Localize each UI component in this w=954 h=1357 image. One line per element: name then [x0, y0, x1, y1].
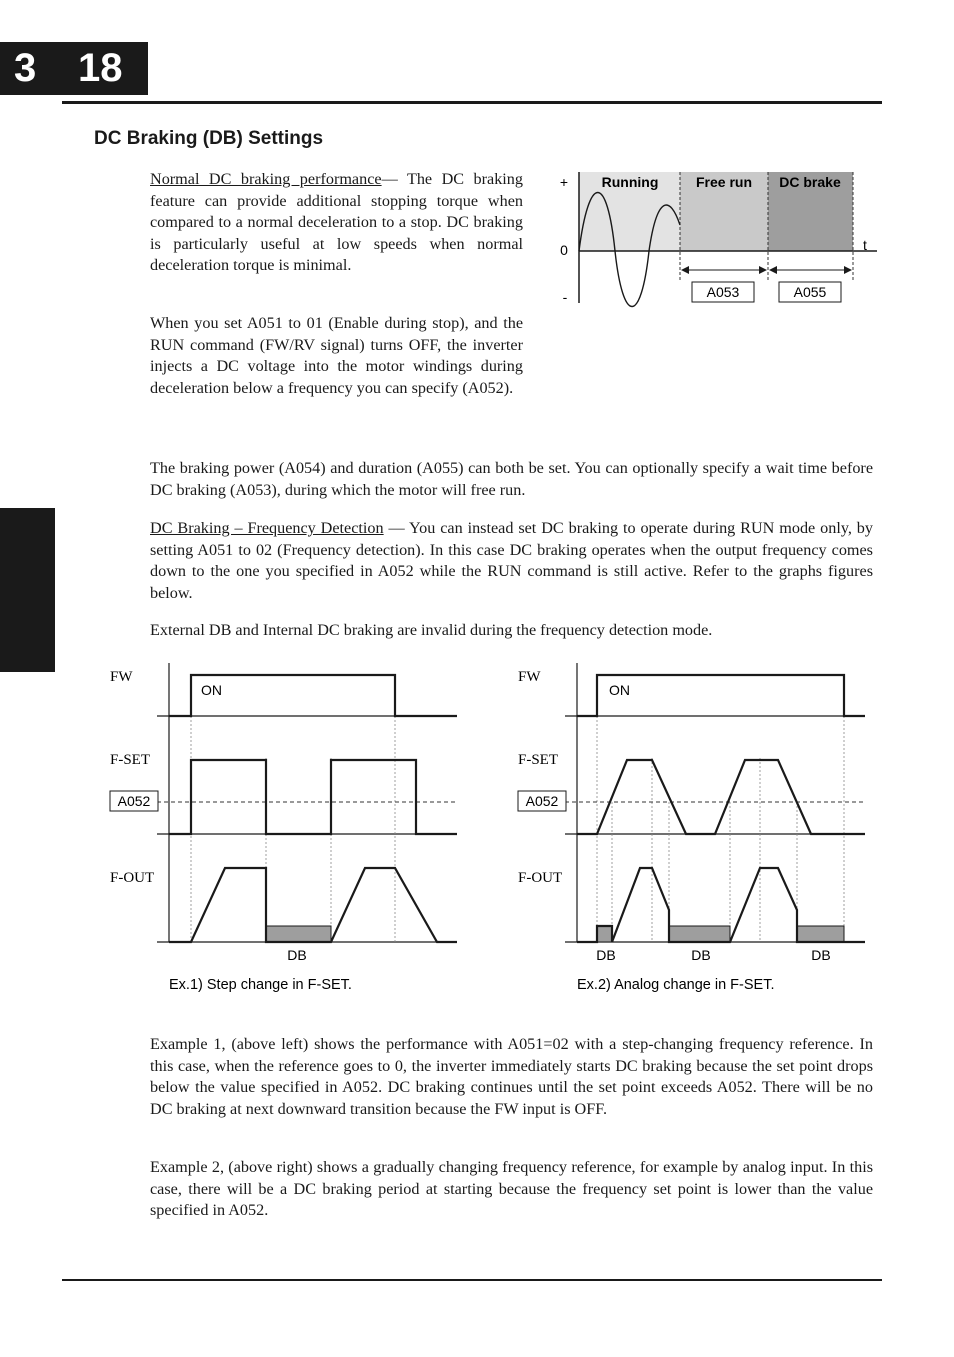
time-markers: [191, 680, 395, 942]
fset-signal: [577, 760, 865, 834]
paragraph-external-db: External DB and Internal DC braking are invalid during the frequency detection mode.: [150, 621, 713, 639]
chapter-number: 3: [14, 46, 37, 90]
y-plus-label: +: [559, 174, 569, 190]
paragraph-example-2: Example 2, (above right) shows a gradually changing frequency reference, for example by analog input. In this case, there will be a DC braking period at starting because the frequency set point is lower than the value specified in A052.: [150, 1158, 873, 1220]
time-markers: [597, 680, 844, 942]
page-number-box: [0, 42, 148, 95]
caption-ex1: Ex.1) Step change in F-SET.: [169, 977, 352, 993]
caption-ex2: Ex.2) Analog change in F-SET.: [577, 977, 775, 993]
free-run-label: Free run: [695, 174, 753, 190]
paragraph-braking-power: The braking power (A054) and duration (A055) can both be set. You can optionally specify a wait time before DC braking (A053), during which the motor will free run.: [150, 459, 873, 499]
fw-label: FW: [518, 669, 541, 685]
db-label-1: DB: [596, 947, 616, 963]
lead-normal-dc-braking: Normal DC braking performance: [150, 170, 382, 188]
running-label: Running: [601, 174, 659, 190]
paragraph-frequency-detection: DC Braking – Frequency Detection — You can instead set DC braking to operate during RUN mode only, by setting A051 to 02 (Frequency detection). In this case DC braking operates when the output frequency comes down to the one you specified in A052 while the RUN command is still active. Refer to the graphs figures below.: [150, 519, 873, 602]
paragraph-enable-during-stop: When you set A051 to 01 (Enable during stop), and the RUN command (FW/RV signal) turns OFF, the inverter injects a DC voltage into the motor windings during deceleration below a frequency you can specify (A052).: [150, 314, 523, 397]
side-tab: [0, 508, 55, 1153]
db-block-2: [669, 926, 730, 942]
a055-label: A055: [793, 284, 827, 300]
side-tab-label: Configuring Drive Parameters: [11, 1043, 43, 1153]
y-zero-label: 0: [560, 242, 568, 258]
y-minus-label: -: [562, 289, 568, 305]
t-axis-label: t: [863, 237, 867, 253]
db-block-1: [266, 926, 331, 942]
header-rule: [62, 101, 882, 104]
fset-label: F-SET: [518, 752, 559, 768]
lead-frequency-detection: DC Braking – Frequency Detection: [150, 519, 384, 537]
db-block-3: [797, 926, 844, 942]
a052-label: A052: [117, 793, 151, 809]
fout-label: F-OUT: [518, 870, 563, 886]
dc-brake-label: DC brake: [779, 174, 841, 190]
paragraph-normal-dc-braking: Normal DC braking performance— The DC braking feature can provide additional stopping torque when compared to a normal deceleration to a stop. DC braking is particularly useful at low speeds when normal deceleration torque is minimal.: [150, 170, 523, 275]
fw-label: FW: [110, 669, 133, 685]
timing-diagram-step-change: [105, 658, 465, 1000]
dc-braking-phase-diagram: [545, 165, 880, 310]
db-label-2: DB: [691, 947, 711, 963]
section-title: DC Braking (DB) Settings: [94, 128, 324, 149]
on-label: ON: [609, 682, 630, 698]
fset-label: F-SET: [110, 752, 151, 768]
db-block-1: [597, 926, 612, 942]
paragraph-example-1: Example 1, (above left) shows the performance with A051=02 with a step-changing frequency reference. In this case, when the reference goes to 0, the inverter immediately starts DC braking because the set point drops below the value specified in A052. DC braking continues until the set point exceeds A052. There will be no DC braking at next downward transition because the FW input is OFF.: [150, 1035, 873, 1118]
db-label-3: DB: [811, 947, 831, 963]
fset-signal: [169, 760, 457, 834]
footer-rule: [62, 1279, 882, 1281]
db-label-1: DB: [287, 947, 307, 963]
a052-label: A052: [525, 793, 559, 809]
page-number: 18: [78, 46, 123, 90]
fout-label: F-OUT: [110, 870, 155, 886]
timing-diagram-analog-change: [513, 658, 873, 1000]
a053-label: A053: [706, 284, 740, 300]
on-label: ON: [201, 682, 222, 698]
